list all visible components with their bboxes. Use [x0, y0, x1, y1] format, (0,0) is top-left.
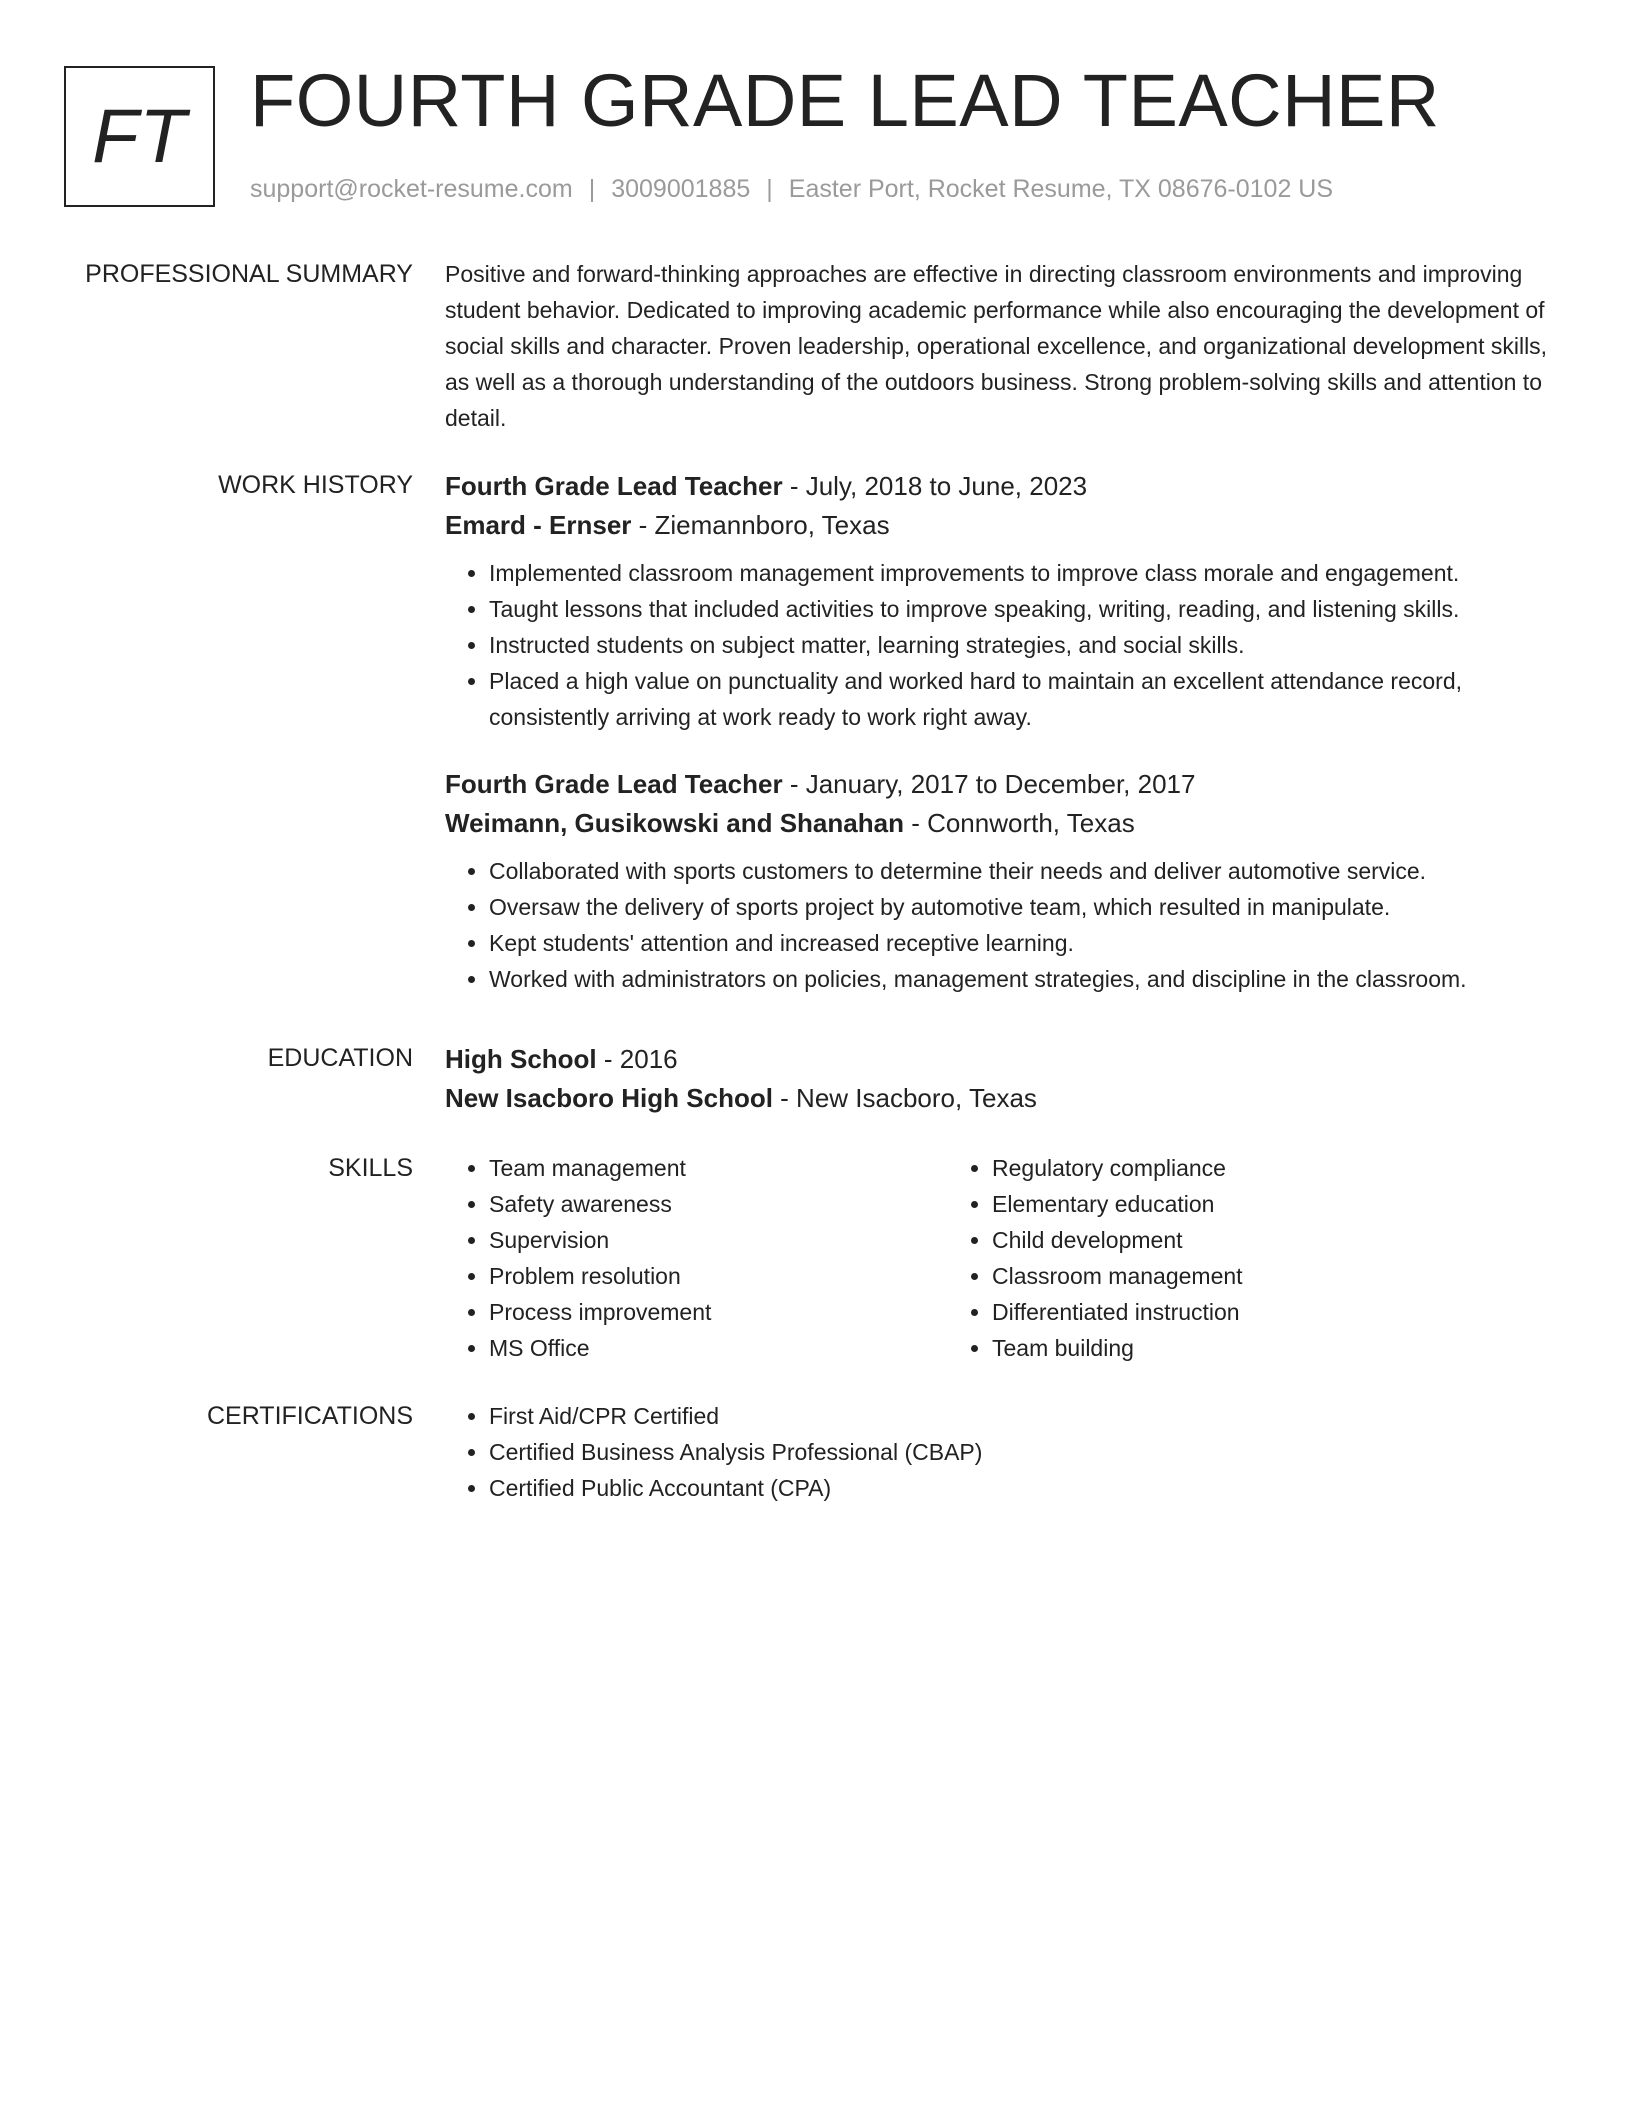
job-entry: [445, 467, 1560, 735]
summary-text: Positive and forward-thinking approaches are effective in directing classroom environments and improving student behavior. Dedicated to improving academic performance while also encouraging the development of social skills and character. Proven leadership, operational excellence, and organizational development skills, as well as a thorough understanding of the outdoors business. Strong problem-solving skills and attention to detail.: [445, 261, 1548, 431]
monogram-initials: FT: [92, 94, 187, 179]
education-school-line: [445, 1079, 1560, 1118]
education-school: New Isacboro High School: [445, 1083, 773, 1113]
job-dates: - July, 2018 to June, 2023: [782, 471, 1088, 501]
skill-item: • Problem resolution: [489, 1258, 948, 1294]
monogram-box: [64, 66, 215, 207]
job-bullet: • Oversaw the delivery of sports project by automotive team, which resulted in manipulate.: [489, 889, 1560, 925]
job-bullet: • Taught lessons that included activities to improve speaking, writing, reading, and listening skills.: [489, 591, 1560, 627]
education-year: - 2016: [596, 1044, 678, 1074]
contact-email: support@rocket-resume.com: [250, 175, 573, 203]
skill-item: • Child development: [992, 1222, 1451, 1258]
certifications-body: [445, 1398, 1560, 1506]
section-label-work-history: WORK HISTORY: [218, 471, 413, 499]
skill-item: • Team building: [992, 1330, 1451, 1366]
education-degree-line: [445, 1040, 1560, 1079]
skill-item: • Supervision: [489, 1222, 948, 1258]
certifications-list: [445, 1398, 1560, 1506]
contact-separator: |: [766, 175, 773, 203]
job-bullet: • Collaborated with sports customers to determine their needs and deliver automotive service.: [489, 853, 1560, 889]
candidate-name: FOURTH GRADE LEAD TEACHER: [250, 59, 1440, 142]
job-title: Fourth Grade Lead Teacher: [445, 769, 783, 799]
job-location: - Ziemannboro, Texas: [631, 510, 890, 540]
job-title-line: [445, 765, 1560, 804]
job-title: Fourth Grade Lead Teacher: [445, 471, 783, 501]
work-history-body: [445, 467, 1560, 997]
job-entry: [445, 765, 1560, 997]
certification-item: • First Aid/CPR Certified: [489, 1398, 1560, 1434]
section-label-education: EDUCATION: [267, 1044, 413, 1072]
skill-item: • MS Office: [489, 1330, 948, 1366]
job-dates: - January, 2017 to December, 2017: [782, 769, 1196, 799]
job-bullet: • Implemented classroom management improvements to improve class morale and engagement.: [489, 555, 1560, 591]
skill-item: • Classroom management: [992, 1258, 1451, 1294]
skills-column-right: [948, 1150, 1451, 1366]
education-location: - New Isacboro, Texas: [772, 1083, 1037, 1113]
section-label-certifications: CERTIFICATIONS: [206, 1402, 413, 1430]
job-bullets: [445, 853, 1560, 997]
job-title-line: [445, 467, 1560, 506]
job-bullet: • Kept students' attention and increased receptive learning.: [489, 925, 1560, 961]
skill-item: • Process improvement: [489, 1294, 948, 1330]
skills-grid: [445, 1150, 1560, 1366]
skill-item: • Safety awareness: [489, 1186, 948, 1222]
skill-item: • Regulatory compliance: [992, 1150, 1451, 1186]
skills-column-left: [445, 1150, 948, 1366]
job-employer-line: [445, 506, 1560, 545]
job-bullet: • Instructed students on subject matter, learning strategies, and social skills.: [489, 627, 1560, 663]
contact-phone: 3009001885: [611, 175, 751, 203]
skill-item: • Differentiated instruction: [992, 1294, 1451, 1330]
section-label-skills: SKILLS: [328, 1154, 413, 1182]
education-body: [445, 1040, 1560, 1118]
section-label-summary: PROFESSIONAL SUMMARY: [85, 260, 413, 288]
job-bullets: [445, 555, 1560, 735]
certification-item: • Certified Public Accountant (CPA): [489, 1470, 1560, 1506]
job-employer-line: [445, 804, 1560, 843]
skill-item: • Elementary education: [992, 1186, 1451, 1222]
summary-body: [445, 256, 1560, 436]
contact-separator: |: [588, 175, 596, 203]
skills-body: [445, 1150, 1560, 1366]
job-bullet: • Worked with administrators on policies, management strategies, and discipline in the classroom.: [489, 961, 1560, 997]
contact-address: Easter Port, Rocket Resume, TX 08676-0102 US: [788, 175, 1334, 203]
certification-item: • Certified Business Analysis Professional (CBAP): [489, 1434, 1560, 1470]
contact-line: [250, 172, 1333, 206]
job-location: - Connworth, Texas: [903, 808, 1135, 838]
education-degree: High School: [445, 1044, 597, 1074]
skill-item: • Team management: [489, 1150, 948, 1186]
job-bullet: • Placed a high value on punctuality and worked hard to maintain an excellent attendance record, consistently arriving at work ready to work right away.: [489, 663, 1560, 735]
job-employer: Emard - Ernser: [445, 510, 632, 540]
job-employer: Weimann, Gusikowski and Shanahan: [445, 808, 904, 838]
